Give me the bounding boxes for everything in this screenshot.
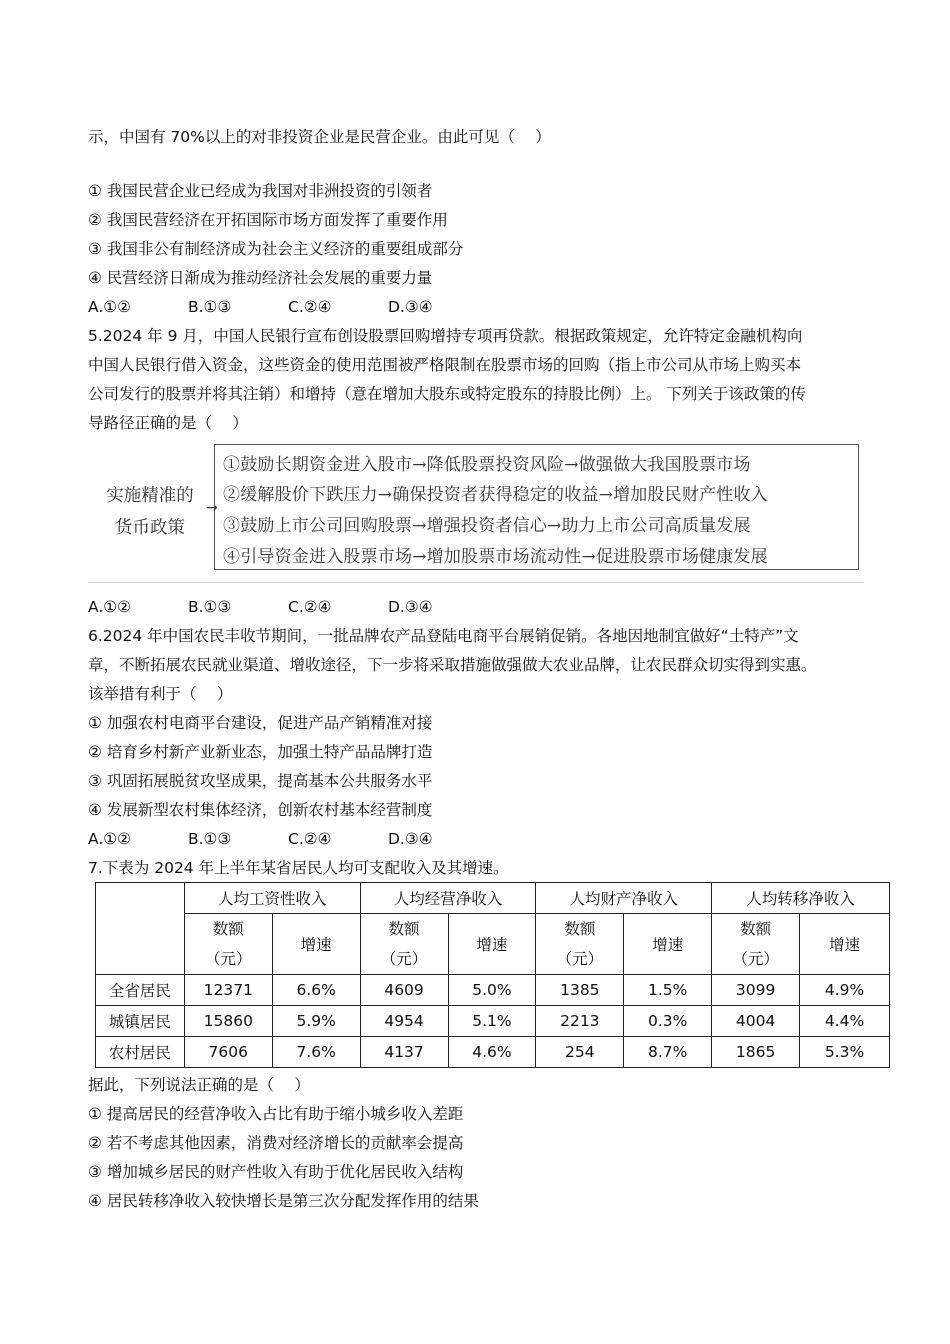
table-cell: 1865 [712,1037,800,1068]
q6-option-a: A.①② [88,830,132,848]
q7-item-1: ① 提高居民的经营净收入占比有助于缩小城乡收入差距 [88,1105,464,1123]
diagram-source-label [94,480,206,544]
diagram-path-4: ④引导资金进入股票市场→增加股票市场流动性→促进股票市场健康发展 [223,547,768,567]
q5-stem-line-4: 导路径正确的是（ ） [88,414,248,432]
diagram-path-2: ②缓解股价下跌压力→确保投资者获得稳定的收益→增加股民财产性收入 [223,485,768,505]
q4-item-2: ② 我国民营经济在开拓国际市场方面发挥了重要作用 [88,211,448,229]
table-cell: 2213 [536,1006,624,1037]
table-group-header: 人均工资性收入 [184,883,360,914]
table-cell: 4.6% [448,1037,536,1068]
q6-item-4: ④ 发展新型农村集体经济，创新农村基本经营制度 [88,801,433,819]
q4-stem-tail: 示，中国有 70%以上的对非投资企业是民营企业。由此可见（ ） [88,128,551,146]
table-cell: 5.1% [448,1006,536,1037]
q6-options [88,829,488,849]
q4-option-c: C.②④ [288,298,332,316]
table-cell: 5.9% [272,1006,360,1037]
growth-header: 增速 [448,914,536,975]
table-row [96,975,890,1006]
table-cell: 12371 [184,975,272,1006]
row-label: 全省居民 [96,975,185,1006]
q5-stem-line-2: 中国人民银行借入资金，这些资金的使用范围被严格限制在股票市场的回购（指上市公司从市场上购买本 [88,356,802,374]
table-cell: 1385 [536,975,624,1006]
table-header-row-groups [96,883,890,914]
table-header-row-sub [96,914,890,975]
q4-option-a: A.①② [88,298,132,316]
q7-stem: 7.下表为 2024 年上半年某省居民人均可支配收入及其增速。 [88,859,509,877]
table-cell: 8.7% [624,1037,712,1068]
q5-option-c: C.②④ [288,598,332,616]
amount-header-line-2: （元） [732,950,779,968]
q6-item-3: ③ 巩固拓展脱贫攻坚成果，提高基本公共服务水平 [88,772,433,790]
table-group-header: 人均经营净收入 [360,883,536,914]
q4-item-1: ① 我国民营企业已经成为我国对非洲投资的引领者 [88,182,433,200]
q4-item-3: ③ 我国非公有制经济成为社会主义经济的重要组成部分 [88,240,464,258]
table-cell: 3099 [712,975,800,1006]
table-group-header: 人均转移净收入 [712,883,890,914]
q5-option-b: B.①③ [188,598,232,616]
amount-header-line-1: 数额 [740,920,772,938]
table-cell: 4.9% [800,975,890,1006]
q5-option-d: D.③④ [388,598,433,616]
q6-stem-line-1: 6.2024 年中国农民丰收节期间，一批品牌农产品登陆电商平台展销促销。各地因地制宜做好“土特产”文 [88,627,799,645]
q5-options [88,597,488,617]
q4-options [88,297,488,317]
table-cell: 254 [536,1037,624,1068]
diagram-divider [88,582,864,583]
policy-transmission-diagram [88,440,864,580]
amount-header-line-1: 数额 [388,920,420,938]
table-group-header: 人均财产净收入 [536,883,712,914]
q6-option-c: C.②④ [288,830,332,848]
q7-item-3: ③ 增加城乡居民的财产性收入有助于优化居民收入结构 [88,1163,464,1181]
table-cell: 4954 [360,1006,448,1037]
growth-header: 增速 [800,914,890,975]
growth-header: 增速 [272,914,360,975]
amount-header-line-2: （元） [556,950,604,968]
q6-option-d: D.③④ [388,830,433,848]
table-cell: 5.0% [448,975,536,1006]
q4-option-d: D.③④ [388,298,433,316]
table-cell: 4004 [712,1006,800,1037]
table-cell: 7.6% [272,1037,360,1068]
table-cell: 5.3% [800,1037,890,1068]
amount-header-line-1: 数额 [564,920,596,938]
row-label: 城镇居民 [96,1006,185,1037]
amount-header-line-2: （元） [380,950,428,968]
diagram-arrow-icon: → [206,500,218,516]
diagram-path-3: ③鼓励上市公司回购股票→增强投资者信心→助力上市公司高质量发展 [223,516,751,536]
table-cell: 4.4% [800,1006,890,1037]
table-cell: 6.6% [272,975,360,1006]
q7-prompt: 据此，下列说法正确的是（ ） [88,1076,310,1094]
diagram-source-label-line-1: 实施精准的 [106,486,194,506]
q7-item-4: ④ 居民转移净收入较快增长是第三次分配发挥作用的结果 [88,1192,479,1210]
table-cell: 7606 [184,1037,272,1068]
amount-header [360,914,448,975]
q4-item-4: ④ 民营经济日渐成为推动经济社会发展的重要力量 [88,269,433,287]
table-cell: 0.3% [624,1006,712,1037]
row-label: 农村居民 [96,1037,185,1068]
table-cell: 4137 [360,1037,448,1068]
growth-header: 增速 [624,914,712,975]
q5-option-a: A.①② [88,598,132,616]
diagram-paths-box [214,444,859,570]
q6-stem-line-2: 章，不断拓展农民就业渠道、增收途径，下一步将采取措施做强做大农业品牌，让农民群众切实得到实惠。 [88,656,817,674]
table-cell: 1.5% [624,975,712,1006]
amount-header [712,914,800,975]
amount-header [536,914,624,975]
q4-option-b: B.①③ [188,298,232,316]
income-table [95,882,890,1068]
table-cell: 4609 [360,975,448,1006]
table-row [96,1006,890,1037]
table-corner-cell [96,883,185,975]
q5-stem-line-1: 5.2024 年 9 月，中国人民银行宣布创设股票回购增持专项再贷款。根据政策规定，允许特定金融机构向 [88,327,803,345]
q6-option-b: B.①③ [188,830,232,848]
amount-header-line-1: 数额 [212,920,244,938]
q5-stem-line-3: 公司发行的股票并将其注销）和增持（意在增加大股东或特定股东的持股比例）上。 下列关于该政策的传 [88,385,806,403]
table-row [96,1037,890,1068]
q7-item-2: ② 若不考虑其他因素，消费对经济增长的贡献率会提高 [88,1134,464,1152]
table-cell: 15860 [184,1006,272,1037]
q6-item-1: ① 加强农村电商平台建设，促进产品产销精准对接 [88,714,433,732]
diagram-path-1: ①鼓励长期资金进入股市→降低股票投资风险→做强做大我国股票市场 [223,455,751,475]
q6-item-2: ② 培育乡村新产业新业态，加强土特产品品牌打造 [88,743,433,761]
amount-header [184,914,272,975]
diagram-source-label-line-2: 货币政策 [115,518,185,538]
amount-header-line-2: （元） [205,950,252,968]
q6-stem-line-3: 该举措有利于（ ） [88,685,233,703]
